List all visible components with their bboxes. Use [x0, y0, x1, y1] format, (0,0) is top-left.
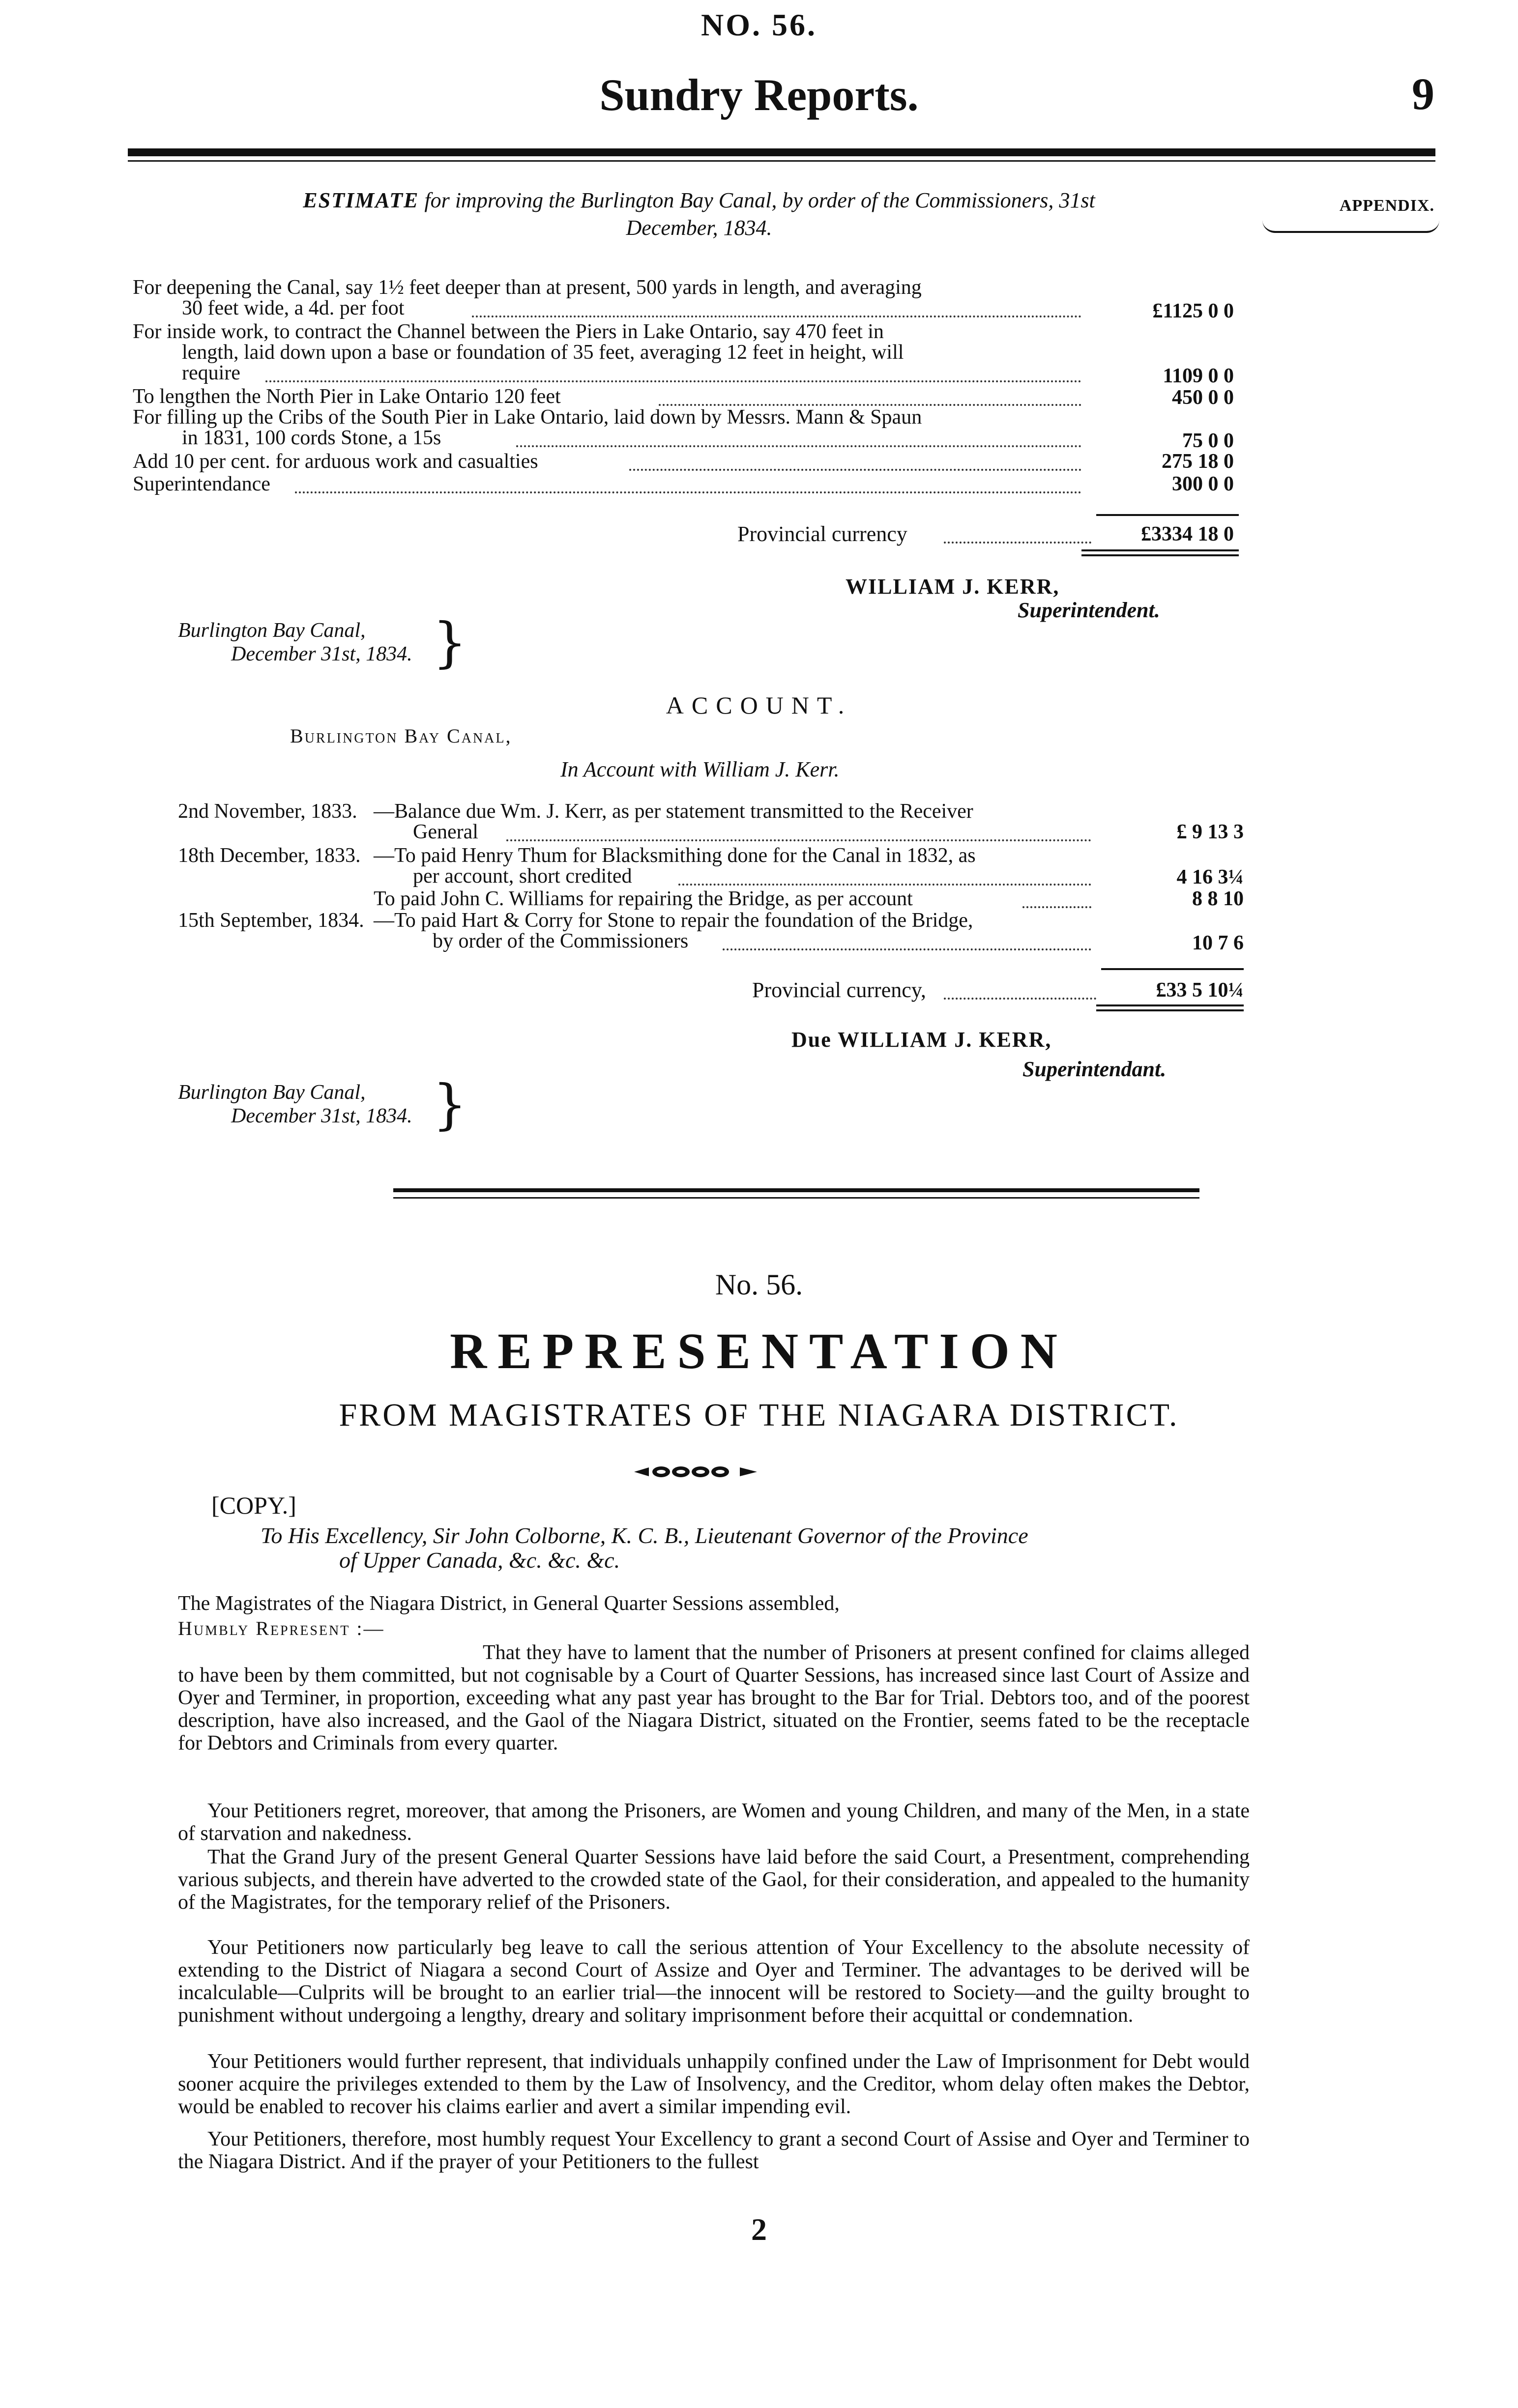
total-rule	[1101, 968, 1244, 970]
address-line-2: of Upper Canada, &c. &c. &c.	[339, 1548, 620, 1573]
account-subheading: Burlington Bay Canal,	[290, 725, 512, 747]
account-entry-date: 18th December, 1833.	[178, 844, 361, 867]
estimate-item-line: require	[182, 362, 240, 384]
page-title: Sundry Reports.	[599, 70, 919, 120]
estimate-total-label: Provincial currency	[737, 522, 907, 546]
leader-dots	[472, 315, 1081, 317]
leader-dots	[944, 542, 1091, 544]
section-separator-thin	[393, 1197, 1199, 1199]
estimate-item-amount: £1125 0 0	[1152, 300, 1234, 322]
total-double-rule	[1096, 1004, 1244, 1006]
ornament-divider	[634, 1464, 757, 1479]
estimate-item-line: To lengthen the North Pier in Lake Ontario 120 feet	[133, 385, 561, 408]
estimate-heading	[129, 187, 1269, 242]
petition-paragraph: Your Petitioners would further represent, that individuals unhappily confined under the Law of Imprisonment for Debt would sooner acquire the privileges extended to them by the Law of Insolvency, and the Creditor, whom delay often makes the Debtor, would be enabled to recover his claims earlier and avert a similar impending evil.	[178, 2050, 1250, 2118]
account-due-line: Due WILLIAM J. KERR,	[791, 1028, 1052, 1052]
account-entry-amount: 8 8 10	[1192, 888, 1244, 910]
estimate-item-line: For deepening the Canal, say 1½ feet deeper than at present, 500 yards in length, and averaging	[133, 276, 922, 299]
representation-subtitle: FROM MAGISTRATES OF THE NIAGARA DISTRICT.	[339, 1397, 1179, 1433]
leader-dots	[1022, 906, 1091, 908]
total-double-rule	[1081, 554, 1239, 556]
place-brace: }	[433, 1073, 467, 1136]
account-entry-text: To paid John C. Williams for repairing the Bridge, as per account	[374, 888, 913, 910]
estimate-item-amount: 75 0 0	[1182, 430, 1234, 452]
header-rule-thin	[128, 160, 1435, 162]
account-entry-date: 15th September, 1834.	[178, 909, 364, 932]
account-entry-text: by order of the Commissioners	[433, 930, 689, 952]
estimate-date: December 31st, 1834.	[231, 643, 412, 665]
account-date: December 31st, 1834.	[231, 1105, 412, 1127]
appendix-brace	[1262, 220, 1439, 233]
account-total-label: Provincial currency,	[752, 978, 926, 1002]
petition-paragraph: That they have to lament that the number of Prisoners at present confined for claims alleged to have been by them committed, but not cognisable by a Court of Quarter Sessions, has increased since last Court of Assize and Oyer and Terminer, in proportion, exceeding what any past year has brought to the Bar for Trial. Debtors too, and of the poorest description, have also increased, and the Gaol of the Niagara District, situated on the Frontier, seems fated to be the receptacle for Debtors and Criminals from every quarter.	[178, 1641, 1250, 1754]
leader-dots	[944, 998, 1096, 1000]
estimate-label: ESTIMATE	[303, 188, 419, 212]
document-number-heading: NO. 56.	[701, 7, 817, 42]
section-separator	[393, 1188, 1199, 1192]
estimate-item-amount: 1109 0 0	[1163, 365, 1234, 387]
account-entry-amount: 10 7 6	[1192, 932, 1244, 954]
account-entry-text: per account, short credited	[413, 865, 632, 888]
representation-title: REPRESENTATION	[450, 1323, 1068, 1379]
representation-number: No. 56.	[715, 1268, 803, 1301]
petition-paragraph: Your Petitioners now particularly beg leave to call the serious attention of Your Excellency to the absolute necessity of extending to the District of Niagara a second Court of Assize and Oyer and Terminer. The advantages to be derived will be incalculable—Culprits will be brought to an earlier trial—the innocent will be restored to Society—and the guilty brought to punishment without undergoing a lengthy, dreary and solitary imprisonment before their acquittal or condemnation.	[178, 1936, 1250, 2027]
petition-paragraph: Your Petitioners regret, moreover, that among the Prisoners, are Women and young Children, and many of the Men, in a state of starvation and nakedness.	[178, 1800, 1250, 1845]
total-double-rule	[1081, 549, 1239, 551]
estimate-total-amount: £3334 18 0	[1141, 523, 1234, 545]
header-rule	[128, 148, 1435, 156]
account-heading: ACCOUNT.	[666, 691, 852, 719]
address-line-1: To His Excellency, Sir John Colborne, K. C. B., Lieutenant Governor of the Province	[261, 1523, 1028, 1548]
humbly-represent: Humbly Represent :—	[178, 1617, 385, 1639]
estimate-heading-date: December, 1834.	[626, 216, 772, 240]
account-total-amount: £33 5 10¼	[1156, 979, 1244, 1002]
leader-dots	[516, 445, 1081, 447]
place-brace: }	[433, 611, 467, 674]
account-entry-text: General	[413, 821, 478, 843]
estimate-item-line: For filling up the Cribs of the South Pier in Lake Ontario, laid down by Messrs. Mann & Spaun	[133, 406, 922, 429]
estimate-item-line: length, laid down upon a base or foundation of 35 feet, averaging 12 feet in height, will	[182, 341, 904, 364]
account-entry-amount: £ 9 13 3	[1176, 821, 1244, 843]
estimate-signer-name: WILLIAM J. KERR,	[846, 574, 1060, 599]
estimate-signer-title: Superintendent.	[1018, 598, 1160, 622]
account-entry-text: —To paid Hart & Corry for Stone to repair the foundation of the Bridge,	[374, 909, 973, 932]
leader-dots	[295, 491, 1081, 493]
total-double-rule	[1096, 1009, 1244, 1011]
estimate-heading-text: for improving the Burlington Bay Canal, by order of the Commissioners, 31st	[424, 188, 1095, 212]
account-entry-amount: 4 16 3¼	[1176, 866, 1244, 889]
account-entry-text: —Balance due Wm. J. Kerr, as per statement transmitted to the Receiver	[374, 800, 973, 823]
appendix-label: APPENDIX.	[1339, 197, 1434, 215]
estimate-item-line: in 1831, 100 cords Stone, a 15s	[182, 427, 441, 449]
petition-paragraph: Your Petitioners, therefore, most humbly request Your Excellency to grant a second Court of Assise and Oyer and Terminer to the Niagara District. And if the prayer of your Petitioners to the fullest	[178, 2128, 1250, 2173]
account-entry-date: 2nd November, 1833.	[178, 800, 357, 823]
account-place: Burlington Bay Canal,	[178, 1081, 366, 1104]
petition-opening: The Magistrates of the Niagara District, in General Quarter Sessions assembled,	[178, 1592, 840, 1615]
account-with-line: In Account with William J. Kerr.	[560, 757, 840, 781]
account-entry-text: —To paid Henry Thum for Blacksmithing done for the Canal in 1832, as	[374, 844, 976, 867]
total-rule	[1096, 514, 1239, 516]
page-number: 9	[1412, 69, 1434, 119]
estimate-place: Burlington Bay Canal,	[178, 619, 366, 642]
estimate-item-line: 30 feet wide, a 4d. per foot	[182, 297, 405, 319]
estimate-item-amount: 275 18 0	[1162, 450, 1234, 473]
leader-dots	[723, 948, 1091, 950]
account-signer-title: Superintendant.	[1022, 1057, 1167, 1081]
estimate-item-line: Superintendance	[133, 473, 270, 495]
leader-dots	[265, 380, 1081, 382]
copy-label: [COPY.]	[211, 1491, 296, 1519]
leader-dots	[506, 839, 1091, 841]
estimate-item-line: Add 10 per cent. for arduous work and casualties	[133, 450, 538, 473]
estimate-item-line: For inside work, to contract the Channel between the Piers in Lake Ontario, say 470 feet in	[133, 320, 884, 343]
estimate-item-amount: 450 0 0	[1172, 386, 1234, 409]
estimate-item-amount: 300 0 0	[1172, 473, 1234, 495]
petition-paragraph: That the Grand Jury of the present General Quarter Sessions have laid before the said Court, a Presentment, comprehending various subjects, and therein have adverted to the crowded state of the Gaol, for their consideration, and appealed to the humanity of the Magistrates, for the temporary relief of the Prisoners.	[178, 1846, 1250, 1914]
folio-signature: 2	[751, 2212, 767, 2247]
leader-dots	[629, 469, 1081, 471]
leader-dots	[678, 884, 1091, 886]
